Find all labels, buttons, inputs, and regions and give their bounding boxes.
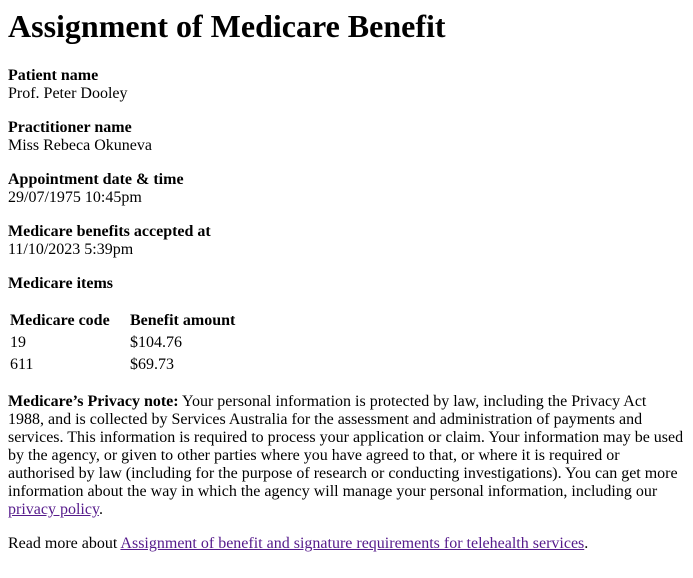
medicare-code-column-header: Medicare code [10, 312, 110, 329]
table-row [10, 333, 235, 353]
benefit-amount-cell: $104.76 [130, 334, 182, 351]
patient-name-value: Prof. Peter Dooley [8, 85, 128, 102]
appointment-datetime-field [8, 171, 685, 207]
medicare-code-cell: 19 [10, 334, 26, 351]
privacy-note [8, 393, 685, 519]
benefit-amount-column-header: Benefit amount [130, 312, 236, 329]
table-row [10, 355, 235, 375]
medicare-items-heading [8, 275, 685, 293]
telehealth-requirements-link[interactable]: Assignment of benefit and signature requirements for telehealth services [120, 535, 585, 552]
table-header-row [10, 311, 235, 331]
appointment-datetime-label: Appointment date & time [8, 171, 184, 188]
read-more-period: . [584, 535, 589, 552]
patient-name-label: Patient name [8, 67, 99, 84]
read-more-text: Read more about [8, 535, 121, 552]
medicare-code-cell: 611 [10, 356, 34, 373]
benefit-amount-cell: $69.73 [130, 356, 174, 373]
medicare-items-heading-label: Medicare items [8, 275, 113, 292]
privacy-note-label: Medicare’s Privacy note: [8, 393, 179, 410]
benefits-accepted-field [8, 223, 685, 259]
page-title: Assignment of Medicare Benefit [8, 8, 446, 44]
privacy-note-text: Your personal information is protected by law, including the Privacy Act 1988, and is collected by Services Australia for the assessment and administration of payments and services. This information is required to process your application or claim. Your information may be used by the agency, or given to other parties where you have agreed to that, or where it is required or authorised by law (including for the purpose of research or conducting investigations). You can get more information about the way in which the agency will manage your personal information, including our [8, 393, 684, 500]
medicare-items-table [8, 309, 237, 377]
practitioner-name-label: Practitioner name [8, 119, 132, 136]
appointment-datetime-value: 29/07/1975 10:45pm [8, 189, 142, 206]
patient-name-field [8, 67, 685, 103]
medicare-assignment-page [8, 8, 685, 553]
benefits-accepted-value: 11/10/2023 5:39pm [8, 241, 134, 258]
practitioner-name-value: Miss Rebeca Okuneva [8, 137, 152, 154]
privacy-note-period: . [98, 501, 103, 518]
read-more [8, 535, 685, 553]
benefits-accepted-label: Medicare benefits accepted at [8, 223, 211, 240]
privacy-policy-link[interactable]: privacy policy [8, 501, 99, 518]
practitioner-name-field [8, 119, 685, 155]
